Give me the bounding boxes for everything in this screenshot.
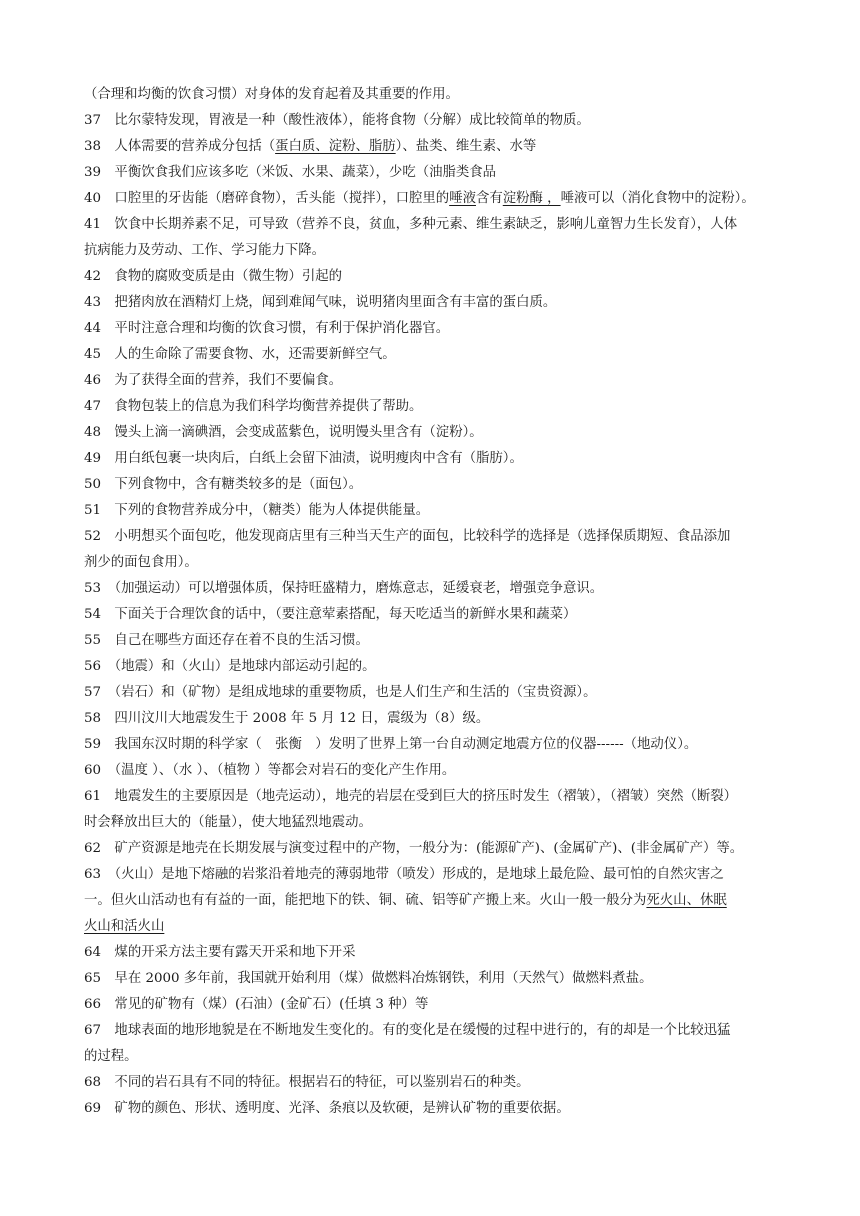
- text-line: [84, 940, 784, 966]
- text-line: [84, 966, 784, 992]
- text-line: [84, 420, 784, 446]
- line-text: 38 人体需要的营养成分包括（: [84, 139, 276, 154]
- text-line: [84, 654, 784, 680]
- line-text: 48 馒头上滴一滴碘酒，会变成蓝紫色，说明馒头里含有（淀粉）。: [84, 425, 483, 440]
- line-text: 47 食物包装上的信息为我们科学均衡营养提供了帮助。: [84, 399, 423, 414]
- underlined-text: 死火山、休眠: [646, 893, 727, 908]
- text-line: [84, 108, 784, 134]
- line-text: 68 不同的岩石具有不同的特征。根据岩石的特征，可以鉴别岩石的种类。: [84, 1075, 530, 1090]
- text-line: [84, 862, 784, 888]
- text-line: [84, 82, 784, 108]
- line-text: 57 （岩石）和（矿物）是组成地球的重要物质，也是人们生产和生活的（宝贵资源）。: [84, 685, 597, 700]
- line-text: 64 煤的开采方法主要有露天开采和地下开采: [84, 945, 356, 960]
- text-line: [84, 758, 784, 784]
- underlined-text: 火山和活火山: [84, 919, 165, 934]
- line-text: 46 为了获得全面的营养，我们不要偏食。: [84, 373, 343, 388]
- line-text: 51 下列的食物营养成分中，（糖类）能为人体提供能量。: [84, 503, 430, 518]
- text-line: [84, 914, 784, 940]
- line-text: 唾液可以（消化食物中的淀粉）。: [560, 191, 755, 206]
- line-text: 58 四川汶川大地震发生于 2008 年 5 月 12 日，震级为（8）级。: [84, 711, 490, 726]
- text-line: [84, 1018, 784, 1044]
- line-text: 61 地震发生的主要原因是（地壳运动），地壳的岩层在受到巨大的挤压时发生（褶皱），（褶皱）突然（断裂）: [84, 789, 738, 804]
- line-text: 53 （加强运动）可以增强体质，保持旺盛精力，磨炼意志，延缓衰老，增强竞争意识。: [84, 581, 604, 596]
- text-line: [84, 1044, 784, 1070]
- text-line: [84, 732, 784, 758]
- line-text: 43 把猪肉放在酒精灯上烧，闻到难闻气味，说明猪肉里面含有丰富的蛋白质。: [84, 295, 557, 310]
- text-line: [84, 498, 784, 524]
- line-text: 66 常见的矿物有（煤）(石油）(金矿石）(任填 3 种）等: [84, 997, 429, 1012]
- text-line: [84, 134, 784, 160]
- line-text: 52 小明想买个面包吃，他发现商店里有三种当天生产的面包，比较科学的选择是（选择保质期短、食品添加: [84, 529, 731, 544]
- text-line: [84, 446, 784, 472]
- text-line: [84, 992, 784, 1018]
- text-line: [84, 706, 784, 732]
- line-text: 50 下列食物中，含有糖类较多的是（面包）。: [84, 477, 363, 492]
- line-text: 54 下面关于合理饮食的话中，（要注意荤素搭配，每天吃适当的新鲜水果和蔬菜）: [84, 607, 577, 622]
- line-text: 一。但火山活动也有有益的一面，能把地下的铁、铜、硫、铝等矿产搬上来。火山一般一般分为: [84, 893, 647, 908]
- line-text: 65 早在 2000 多年前，我国就开始利用（煤）做燃料冶炼钢铁，利用（天然气）做燃料煮盐。: [84, 971, 653, 986]
- document-body: [84, 82, 784, 1122]
- line-text: 37 比尔蒙特发现，胃液是一种（酸性液体），能将食物（分解）成比较简单的物质。: [84, 113, 590, 128]
- text-line: [84, 316, 784, 342]
- line-text: 55 自己在哪些方面还存在着不良的生活习惯。: [84, 633, 369, 648]
- line-text: 39 平衡饮食我们应该多吃（米饭、水果、蔬菜），少吃（油脂类食品: [84, 165, 497, 180]
- line-text: 抗病能力及劳动、工作、学习能力下降。: [84, 243, 326, 258]
- text-line: [84, 524, 784, 550]
- line-text: 69 矿物的颜色、形状、透明度、光泽、条痕以及软硬，是辨认矿物的重要依据。: [84, 1101, 570, 1116]
- line-text: ）、盐类、维生素、水等: [395, 139, 537, 154]
- text-line: [84, 888, 784, 914]
- text-line: [84, 394, 784, 420]
- text-line: [84, 368, 784, 394]
- line-text: 的过程。: [84, 1049, 138, 1064]
- line-text: （合理和均衡的饮食习惯）对身体的发育起着及其重要的作用。: [84, 87, 459, 102]
- underlined-text: 蛋白质、淀粉、脂肪: [275, 139, 396, 154]
- text-line: [84, 836, 784, 862]
- text-line: [84, 576, 784, 602]
- text-line: [84, 628, 784, 654]
- line-text: 59 我国东汉时期的科学家（ 张衡 ）发明了世界上第一台自动测定地震方位的仪器------（地动仪）。: [84, 737, 698, 752]
- line-text: 含有: [475, 191, 503, 206]
- text-line: [84, 212, 784, 238]
- line-text: 44 平时注意合理和均衡的饮食习惯，有利于保护消化器官。: [84, 321, 450, 336]
- text-line: [84, 1096, 784, 1122]
- line-text: 40 口腔里的牙齿能（磨碎食物），舌头能（搅拌），口腔里的: [84, 191, 450, 206]
- text-line: [84, 784, 784, 810]
- text-line: [84, 186, 784, 212]
- text-line: [84, 238, 784, 264]
- text-line: [84, 550, 784, 576]
- text-line: [84, 1070, 784, 1096]
- line-text: 41 饮食中长期养素不足，可导致（营养不良，贫血，多种元素、维生素缺乏，影响儿童智力生长发育），人体: [84, 217, 738, 232]
- line-text: 45 人的生命除了需要食物、水，还需要新鲜空气。: [84, 347, 396, 362]
- text-line: [84, 342, 784, 368]
- line-text: 62 矿产资源是地壳在长期发展与演变过程中的产物，一般分为：(能源矿产)、(金属矿产)、(非金属矿产）等。: [84, 841, 744, 856]
- underlined-text: 唾液: [449, 191, 476, 206]
- text-line: [84, 472, 784, 498]
- line-text: 49 用白纸包裹一块肉后，白纸上会留下油渍，说明瘦肉中含有（脂肪）。: [84, 451, 523, 466]
- underlined-text: 淀粉酶 ，: [502, 191, 561, 206]
- text-line: [84, 264, 784, 290]
- text-line: [84, 160, 784, 186]
- line-text: 42 食物的腐败变质是由（微生物）引起的: [84, 269, 343, 284]
- text-line: [84, 810, 784, 836]
- line-text: 60 （温度 ）、（水 ）、（植物 ）等都会对岩石的变化产生作用。: [84, 763, 456, 778]
- line-text: 67 地球表面的地形地貌是在不断地发生变化的。有的变化是在缓慢的过程中进行的，有的却是一个比较迅猛: [84, 1023, 731, 1038]
- text-line: [84, 602, 784, 628]
- line-text: 63 （火山）是地下熔融的岩浆沿着地壳的薄弱地带（喷发）形成的，是地球上最危险、最可怕的自然灾害之: [84, 867, 724, 882]
- text-line: [84, 290, 784, 316]
- line-text: 56 （地震）和（火山）是地球内部运动引起的。: [84, 659, 376, 674]
- line-text: 时会释放出巨大的（能量），使大地猛烈地震动。: [84, 815, 372, 830]
- text-line: [84, 680, 784, 706]
- line-text: 剂少的面包食用）。: [84, 555, 198, 570]
